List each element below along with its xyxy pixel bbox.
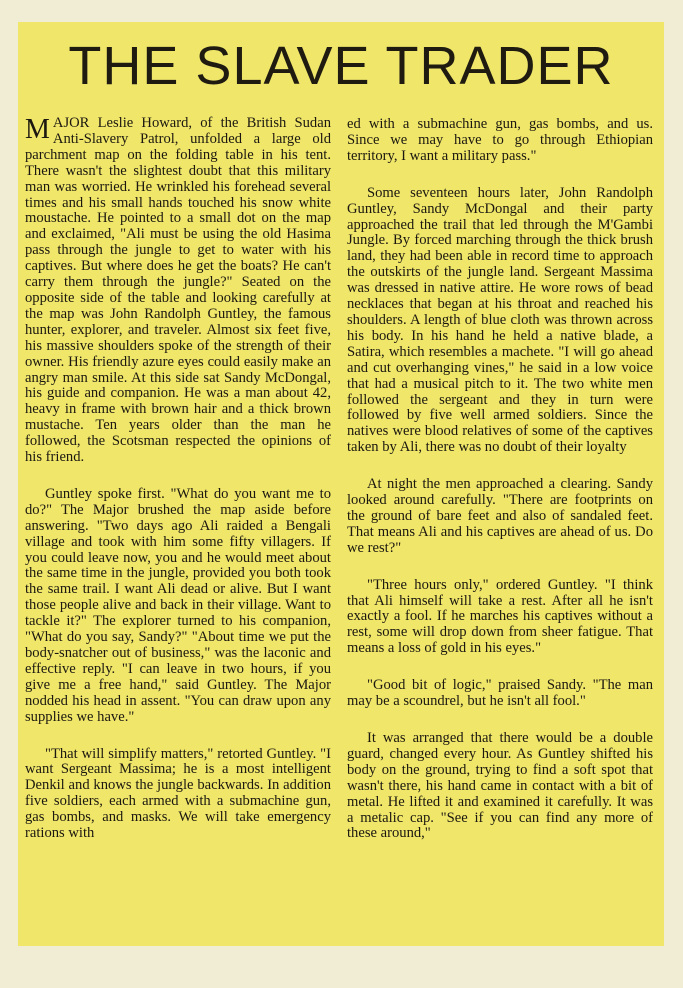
right-paragraph-2: Some seventeen hours later, John Randolph Guntley, Sandy McDongal and their party approached the trail that led through the M'Gambi Jungle. By forced marching through the thick brush land, they had been able in record time to approach the outskirts of the jungle land. Sergeant Massima was dressed in native attire. He wore rows of bead necklaces that began at his throat and reached his shoulders. A length of blue cloth was thrown across his body. In his hand he held a native blade, a Satira, which resembles a machete. "I will go ahead and cut overhanging vines," he said in a low voice that had a musical pitch to it. The two white men followed the sergeant and they in turn were followed by five well armed soldiers. Since the natives were blood relatives of some of the captives taken by Ali, there was no doubt of their loyalty — [347, 184, 653, 456]
right-paragraph-4: "Three hours only," ordered Guntley. "I think that Ali himself will take a rest. After all he isn't exactly a fool. If he marches his captives without a rest, some will drop down from sheer fatigue. That means a loss of gold in his eyes." — [347, 576, 653, 657]
left-paragraph-1-text: AJOR Leslie Howard, of the British Sudan Anti-Slavery Patrol, unfolded a large old parchment map on the folding table in his tent. There wasn't the slightest doubt that this military man was worried. He wrinkled his forehead several times and his small hands touched his snow white moustache. He pointed to a small dot on the map and exclaimed, "Ali must be using the old Hasima pass through the jungle to get to water with his captives. But where does he get the boats? He can't carry them through the jungle?" Seated on the opposite side of the table and looking carefully at the map was John Randolph Guntley, the famous hunter, explorer, and traveler. Almost six feet five, his massive shoulders spoke of the strength of their owner. His friendly azure eyes could easily make an angry man smile. At this side sat Sandy McDongal, his guide and companion. He was a man about 42, heavy in frame with brown hair and a thick brown mustache. Ten years older than the man he followed, the Scotsman respected the opinions of his friend. — [25, 115, 331, 466]
left-paragraph-2: Guntley spoke first. "What do you want me to do?" The Major brushed the map aside before answering. "Two days ago Ali raided a Bengali village and took with him some fifty villagers. If you could leave now, you and he would meet about the same time in the jungle, provided you both took the same trail. I want Ali dead or alive. But I want those people alive and back in their village. Want to tackle it?" The explorer turned to his companion, "What do you say, Sandy?" "About time we put the body-snatcher out of business," was the laconic and effective reply. "I can leave in two hours, if you give me a free hand," said Guntley. The Major nodded his head in assent. "You can draw upon any supplies we have." — [25, 485, 331, 725]
right-column — [347, 117, 653, 863]
right-paragraph-6: It was arranged that there would be a double guard, changed every hour. As Guntley shifted his body on the ground, trying to find a soft spot that wasn't there, his hand came in contact with a bit of metal. He lifted it and examined it carefully. It was a metalic cap. "See if you can find any more of these around," — [347, 730, 653, 842]
right-paragraph-5: "Good bit of logic," praised Sandy. "The man may be a scoundrel, but he isn't all fool." — [347, 677, 653, 710]
story-title: THE SLAVE TRADER — [68, 36, 614, 96]
drop-cap: M — [25, 114, 50, 145]
right-paragraph-3: At night the men approached a clearing. Sandy looked around carefully. "There are footprints on the ground of bare feet and also of sandaled feet. That means Ali and his captives are ahead of us. Do we rest?" — [347, 476, 653, 556]
right-paragraph-1: ed with a submachine gun, gas bombs, and us. Since we may have to go through Ethiopian territory, I want a military pass." — [347, 116, 653, 164]
left-paragraph-1 — [25, 116, 331, 466]
left-column — [25, 116, 331, 863]
left-paragraph-3: "That will simplify matters," retorted Guntley. "I want Sergeant Massima; he is a most intelligent Denkil and knows the jungle backwards. In addition five soldiers, each armed with a submachine gun, gas bombs, and masks. We will take emergency rations with — [25, 745, 331, 842]
